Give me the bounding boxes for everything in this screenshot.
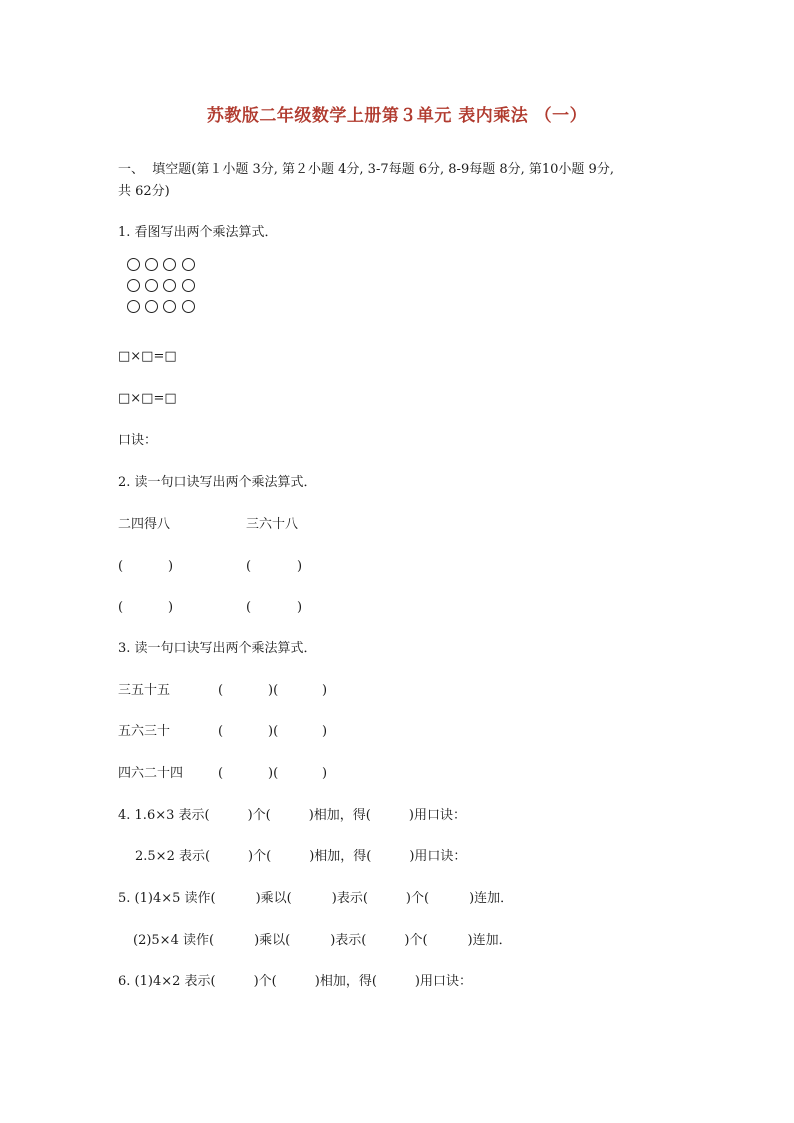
q1-equation-2: □×□=□ [118,391,177,406]
q5a-part3: )个( [405,891,430,906]
q4-line-a [118,809,466,822]
circle-icon [182,258,195,271]
q2-blank-open: ( [246,600,252,615]
circle-icon [145,300,158,313]
q1-prompt: 1. 看图写出两个乘法算式． [118,225,278,240]
q5-line-b [133,934,512,947]
q3-blank-close: ) [322,724,328,739]
q4a-head: 4. 1.6×3 表示( [118,808,210,823]
circle-icon [182,300,195,313]
q2-rhyme-left: 二四得八 [118,517,171,532]
q2-blank-open: ( [246,559,252,574]
q4b-part3: )用口诀： [409,849,467,864]
q3-blank-close: ) [322,683,328,698]
q3-blank-mid: )( [268,683,279,698]
q6-line-a [118,975,472,988]
q3-blank-open: ( [218,724,224,739]
q5b-head: (2)5×4 读作( [133,933,215,948]
circle-icon [127,300,140,313]
q5b-part4: )连加． [467,933,512,948]
q4b-part1: )个( [248,849,272,864]
section-heading-line1: 一、 填空题(第１小题 3分, 第２小题 4分, 3-7每题 6分, 8-9每题 8分, 第10小题 9分, [118,162,614,177]
q3-blank-close: ) [322,766,328,781]
circle-icon [163,300,176,313]
q5a-part4: )连加． [469,891,514,906]
q2-blank-open: ( [118,600,124,615]
circle-icon [163,279,176,292]
q3-blank-mid: )( [268,724,279,739]
q3-rhyme: 四六二十四 [118,766,184,781]
q2-blank-close: ) [168,559,174,574]
q2-blank-close: ) [168,600,174,615]
circle-icon [127,258,140,271]
q5a-head: 5. (1)4×5 读作( [118,891,216,906]
circle-icon [127,279,140,292]
circle-icon [182,279,195,292]
q5a-part2: )表示( [331,891,368,906]
q3-blank-open: ( [218,766,224,781]
section-heading-line2: 共 62分) [118,184,170,199]
q2-rhyme-right: 三六十八 [246,517,299,532]
q1-koujue-label: 口诀： [118,433,158,448]
q4b-head: 2.5×2 表示( [135,849,211,864]
q5b-part2: )表示( [330,933,367,948]
q4-line-b [135,850,466,863]
q5b-part3: )个( [404,933,428,948]
q2-blank-close: ) [297,559,303,574]
q6a-part3: )用口诀： [414,974,472,989]
page-title: 苏教版二年级数学上册第３单元 表内乘法 （一） [206,106,588,126]
q4a-part3: )用口诀： [408,808,466,823]
q3-rhyme: 五六三十 [118,724,171,739]
q4b-part2: )相加，得( [309,849,372,864]
q4a-part1: )个( [247,808,271,823]
q2-blank-open: ( [118,559,124,574]
circle-icon [145,279,158,292]
q5-line-a [118,892,513,905]
q2-blank-close: ) [297,600,303,615]
q6a-head: 6. (1)4×2 表示( [118,974,216,989]
q3-prompt: 3. 读一句口诀写出两个乘法算式． [118,641,317,656]
q6a-part2: )相加，得( [314,974,377,989]
q3-blank-open: ( [218,683,224,698]
q2-prompt: 2. 读一句口诀写出两个乘法算式． [118,475,317,490]
q6a-part1: )个( [253,974,277,989]
q3-rhyme: 三五十五 [118,683,171,698]
circle-icon [163,258,176,271]
q1-equation-1: □×□=□ [118,349,177,364]
q5b-part1: )乘以( [254,933,291,948]
q4a-part2: )相加，得( [308,808,371,823]
q5a-part1: )乘以( [255,891,292,906]
circle-icon [145,258,158,271]
q3-blank-mid: )( [268,766,279,781]
